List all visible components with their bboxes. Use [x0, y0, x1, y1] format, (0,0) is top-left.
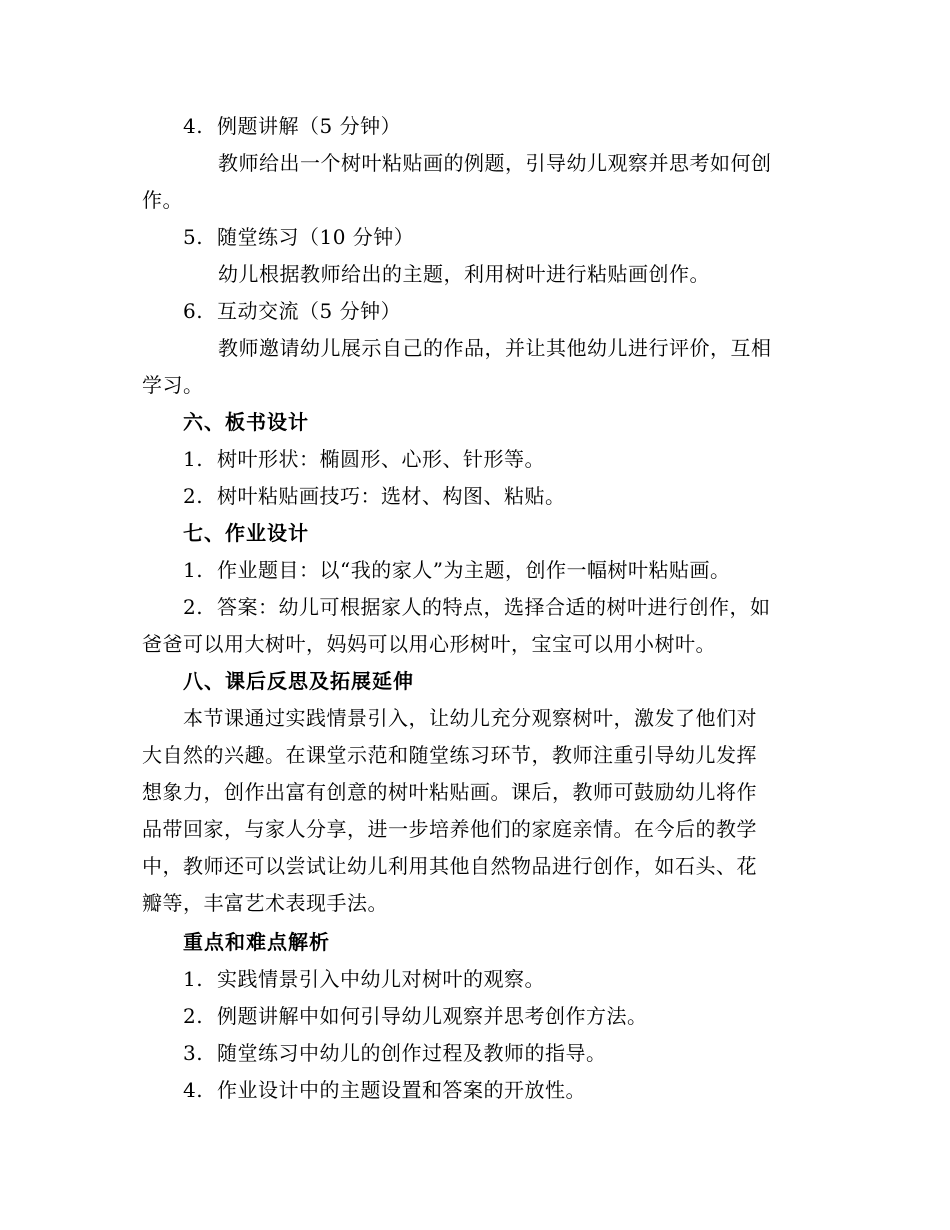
homework-item-1	[183, 552, 853, 589]
section-heading-reflection: 八、课后反思及拓展延伸	[183, 669, 414, 693]
activity-item-6-desc-cont: 学习。	[142, 373, 204, 397]
activity-item-5-title	[183, 219, 853, 256]
activity-item-6-title	[183, 293, 853, 330]
item-text: 答案：幼儿可根据家人的特点，选择合适的树叶进行创作，如	[217, 595, 771, 619]
board-item-1	[183, 441, 853, 478]
keypoint-item-3	[183, 1035, 853, 1072]
item-number: 3.	[183, 1041, 204, 1065]
item-number: 1.	[183, 967, 204, 991]
reflection-paragraph-line: 大自然的兴趣。在课堂示范和随堂练习环节，教师注重引导幼儿发挥	[142, 743, 757, 767]
reflection-paragraph-line: 中，教师还可以尝试让幼儿利用其他自然物品进行创作，如石头、花	[142, 854, 757, 878]
item-text: 例题讲解中如何引导幼儿观察并思考创作方法。	[217, 1004, 648, 1028]
item-title: 互动交流（5 分钟）	[217, 299, 402, 323]
reflection-paragraph-line: 品带回家，与家人分享，进一步培养他们的家庭亲情。在今后的教学	[142, 817, 757, 841]
keypoint-item-1	[183, 961, 853, 998]
item-text: 树叶粘贴画技巧：选材、构图、粘贴。	[217, 484, 566, 508]
item-title: 随堂练习（10 分钟）	[217, 225, 415, 249]
section-heading-homework: 七、作业设计	[183, 521, 309, 545]
reflection-paragraph-line: 想象力，创作出富有创意的树叶粘贴画。课后，教师可鼓励幼儿将作	[142, 780, 757, 804]
board-item-2	[183, 478, 853, 515]
activity-item-4-title	[183, 108, 853, 145]
item-text: 实践情景引入中幼儿对树叶的观察。	[217, 967, 545, 991]
item-text: 作业设计中的主题设置和答案的开放性。	[217, 1078, 586, 1102]
keypoint-item-4	[183, 1072, 853, 1109]
item-number: 1.	[183, 558, 204, 582]
keypoint-item-2	[183, 998, 853, 1035]
item-number: 2.	[183, 484, 204, 508]
item-number: 1.	[183, 447, 204, 471]
reflection-paragraph-line: 本节课通过实践情景引入，让幼儿充分观察树叶，激发了他们对	[183, 706, 757, 730]
item-number: 4.	[183, 114, 204, 138]
reflection-paragraph-line: 瓣等，丰富艺术表现手法。	[142, 891, 388, 915]
item-number: 2.	[183, 595, 204, 619]
item-text: 作业题目：以“我的家人”为主题，创作一幅树叶粘贴画。	[217, 558, 731, 582]
homework-item-2	[183, 589, 853, 626]
activity-item-4-desc-cont: 作。	[142, 188, 183, 212]
activity-item-6-desc: 教师邀请幼儿展示自己的作品，并让其他幼儿进行评价，互相	[218, 336, 772, 360]
item-title: 例题讲解（5 分钟）	[217, 114, 402, 138]
activity-item-4-desc: 教师给出一个树叶粘贴画的例题，引导幼儿观察并思考如何创	[218, 151, 772, 175]
item-text: 随堂练习中幼儿的创作过程及教师的指导。	[217, 1041, 607, 1065]
item-number: 6.	[183, 299, 204, 323]
section-heading-board: 六、板书设计	[183, 410, 309, 434]
homework-item-2-cont: 爸爸可以用大树叶，妈妈可以用心形树叶，宝宝可以用小树叶。	[142, 632, 716, 656]
activity-item-5-desc: 幼儿根据教师给出的主题，利用树叶进行粘贴画创作。	[218, 262, 710, 286]
item-text: 树叶形状：椭圆形、心形、针形等。	[217, 447, 545, 471]
section-heading-keypoints: 重点和难点解析	[183, 930, 330, 954]
item-number: 5.	[183, 225, 204, 249]
item-number: 2.	[183, 1004, 204, 1028]
item-number: 4.	[183, 1078, 204, 1102]
